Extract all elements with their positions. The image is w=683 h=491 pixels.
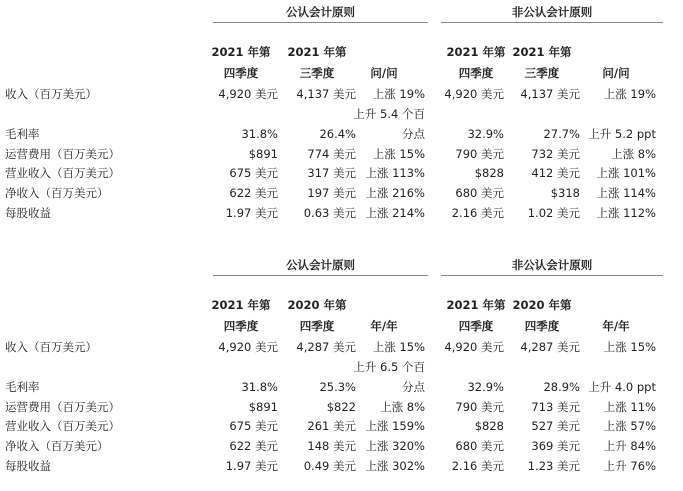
non-gaap-header-rule <box>441 22 663 23</box>
table-cell: 2.16 美元 <box>451 206 504 220</box>
table-cell: $318 <box>550 186 580 200</box>
column-year-header: 2021 年第 <box>446 45 506 59</box>
column-year-header: 2020 年第 <box>287 298 347 312</box>
table-cell: 713 美元 <box>531 400 580 414</box>
row-label: 营业收入（百万美元） <box>5 166 120 180</box>
table-cell: 732 美元 <box>531 147 580 161</box>
gaap-header-rule <box>213 275 428 276</box>
column-year-header: 2021 年第 <box>287 45 347 59</box>
table-cell: 675 美元 <box>229 419 278 433</box>
gaap-header: 公认会计原则 <box>286 5 355 19</box>
row-label: 净收入（百万美元） <box>5 186 109 200</box>
column-period-header: 问/问 <box>602 66 630 80</box>
table-cell: 412 美元 <box>531 166 580 180</box>
table-cell: 527 美元 <box>531 419 580 433</box>
table-cell: 4,137 美元 <box>296 87 356 101</box>
column-period-header: 年/年 <box>370 319 398 333</box>
table-cell: 28.9% <box>543 380 580 394</box>
table-cell: 上涨 214% <box>365 206 425 220</box>
table-cell: 1.97 美元 <box>225 459 278 473</box>
table-cell: 上涨 114% <box>596 186 656 200</box>
table-cell: 32.9% <box>467 380 504 394</box>
table-cell: 4,920 美元 <box>218 87 278 101</box>
table-cell: $828 <box>474 166 504 180</box>
table-cell: 622 美元 <box>229 186 278 200</box>
table-cell: 31.8% <box>241 127 278 141</box>
table-cell: 148 美元 <box>307 439 356 453</box>
column-period-header: 四季度 <box>223 319 259 333</box>
table-cell: 上升 5.2 ppt <box>588 127 656 141</box>
non-gaap-header: 非公认会计原则 <box>511 258 593 272</box>
column-year-header: 2021 年第 <box>211 45 271 59</box>
table-cell: 上涨 19% <box>372 87 425 101</box>
column-period-header: 四季度 <box>223 66 259 80</box>
table-cell: 26.4% <box>319 127 356 141</box>
table-cell: 上涨 11% <box>603 400 656 414</box>
table-cell: 790 美元 <box>455 400 504 414</box>
column-year-header: 2020 年第 <box>512 298 572 312</box>
table-cell: 2.16 美元 <box>451 459 504 473</box>
table-cell: 31.8% <box>241 380 278 394</box>
non-gaap-header: 非公认会计原则 <box>511 5 593 19</box>
table-cell: 上涨 15% <box>372 340 425 354</box>
table-cell: $822 <box>326 400 356 414</box>
table-cell: $891 <box>248 400 278 414</box>
row-label: 毛利率 <box>5 380 40 394</box>
table-cell: 上升 84% <box>603 439 656 453</box>
column-year-header: 2021 年第 <box>446 298 506 312</box>
table-cell: 790 美元 <box>455 147 504 161</box>
row-label: 营业收入（百万美元） <box>5 419 120 433</box>
table-cell: 32.9% <box>467 127 504 141</box>
table-cell: 261 美元 <box>307 419 356 433</box>
table-cell: 上涨 19% <box>603 87 656 101</box>
table-cell: 197 美元 <box>307 186 356 200</box>
row-label: 收入（百万美元） <box>5 87 97 101</box>
table-cell: 680 美元 <box>455 439 504 453</box>
gaap-header: 公认会计原则 <box>286 258 355 272</box>
table-cell: 4,137 美元 <box>520 87 580 101</box>
table-cell: 上涨 15% <box>372 147 425 161</box>
table-cell: 上涨 101% <box>596 166 656 180</box>
row-label: 净收入（百万美元） <box>5 439 109 453</box>
table-cell: 上升 6.5 个百 <box>353 360 425 374</box>
row-label: 每股收益 <box>5 206 51 220</box>
table-cell: 675 美元 <box>229 166 278 180</box>
column-year-header: 2021 年第 <box>512 45 572 59</box>
row-label: 收入（百万美元） <box>5 340 97 354</box>
table-cell: 上涨 15% <box>603 340 656 354</box>
table-cell: 4,287 美元 <box>520 340 580 354</box>
table-cell: 4,920 美元 <box>444 340 504 354</box>
table-cell: 4,920 美元 <box>444 87 504 101</box>
table-cell: 317 美元 <box>307 166 356 180</box>
table-cell: 0.49 美元 <box>303 459 356 473</box>
table-cell: 上涨 216% <box>365 186 425 200</box>
table-cell: 上涨 113% <box>365 166 425 180</box>
table-cell: 622 美元 <box>229 439 278 453</box>
column-period-header: 问/问 <box>370 66 398 80</box>
table-cell: 27.7% <box>543 127 580 141</box>
table-cell: 上涨 8% <box>611 147 656 161</box>
column-period-header: 四季度 <box>524 319 560 333</box>
column-period-header: 三季度 <box>524 66 560 80</box>
table-cell: 774 美元 <box>307 147 356 161</box>
table-cell: 上升 4.0 ppt <box>588 380 656 394</box>
column-period-header: 年/年 <box>602 319 630 333</box>
table-cell: 分点 <box>402 380 425 394</box>
table-cell: 369 美元 <box>531 439 580 453</box>
non-gaap-header-rule <box>441 275 663 276</box>
column-period-header: 四季度 <box>458 319 494 333</box>
table-cell: 1.02 美元 <box>527 206 580 220</box>
table-cell: 上升 5.4 个百 <box>353 107 425 121</box>
table-cell: 1.23 美元 <box>527 459 580 473</box>
table-cell: 上涨 320% <box>365 439 425 453</box>
row-label: 运营费用（百万美元） <box>5 147 120 161</box>
row-label: 每股收益 <box>5 459 51 473</box>
table-cell: 分点 <box>402 127 425 141</box>
table-cell: 上涨 8% <box>380 400 425 414</box>
column-period-header: 三季度 <box>299 66 335 80</box>
table-cell: 680 美元 <box>455 186 504 200</box>
table-cell: 上涨 112% <box>596 206 656 220</box>
table-cell: 上涨 159% <box>365 419 425 433</box>
table-cell: 1.97 美元 <box>225 206 278 220</box>
table-cell: 4,287 美元 <box>296 340 356 354</box>
column-period-header: 四季度 <box>299 319 335 333</box>
table-cell: $891 <box>248 147 278 161</box>
table-cell: 上升 76% <box>603 459 656 473</box>
row-label: 毛利率 <box>5 127 40 141</box>
table-cell: 25.3% <box>319 380 356 394</box>
table-cell: 上涨 302% <box>365 459 425 473</box>
row-label: 运营费用（百万美元） <box>5 400 120 414</box>
table-cell: 上涨 57% <box>603 419 656 433</box>
table-cell: 0.63 美元 <box>303 206 356 220</box>
gaap-header-rule <box>213 22 428 23</box>
table-cell: 4,920 美元 <box>218 340 278 354</box>
column-period-header: 四季度 <box>458 66 494 80</box>
table-cell: $828 <box>474 419 504 433</box>
column-year-header: 2021 年第 <box>211 298 271 312</box>
